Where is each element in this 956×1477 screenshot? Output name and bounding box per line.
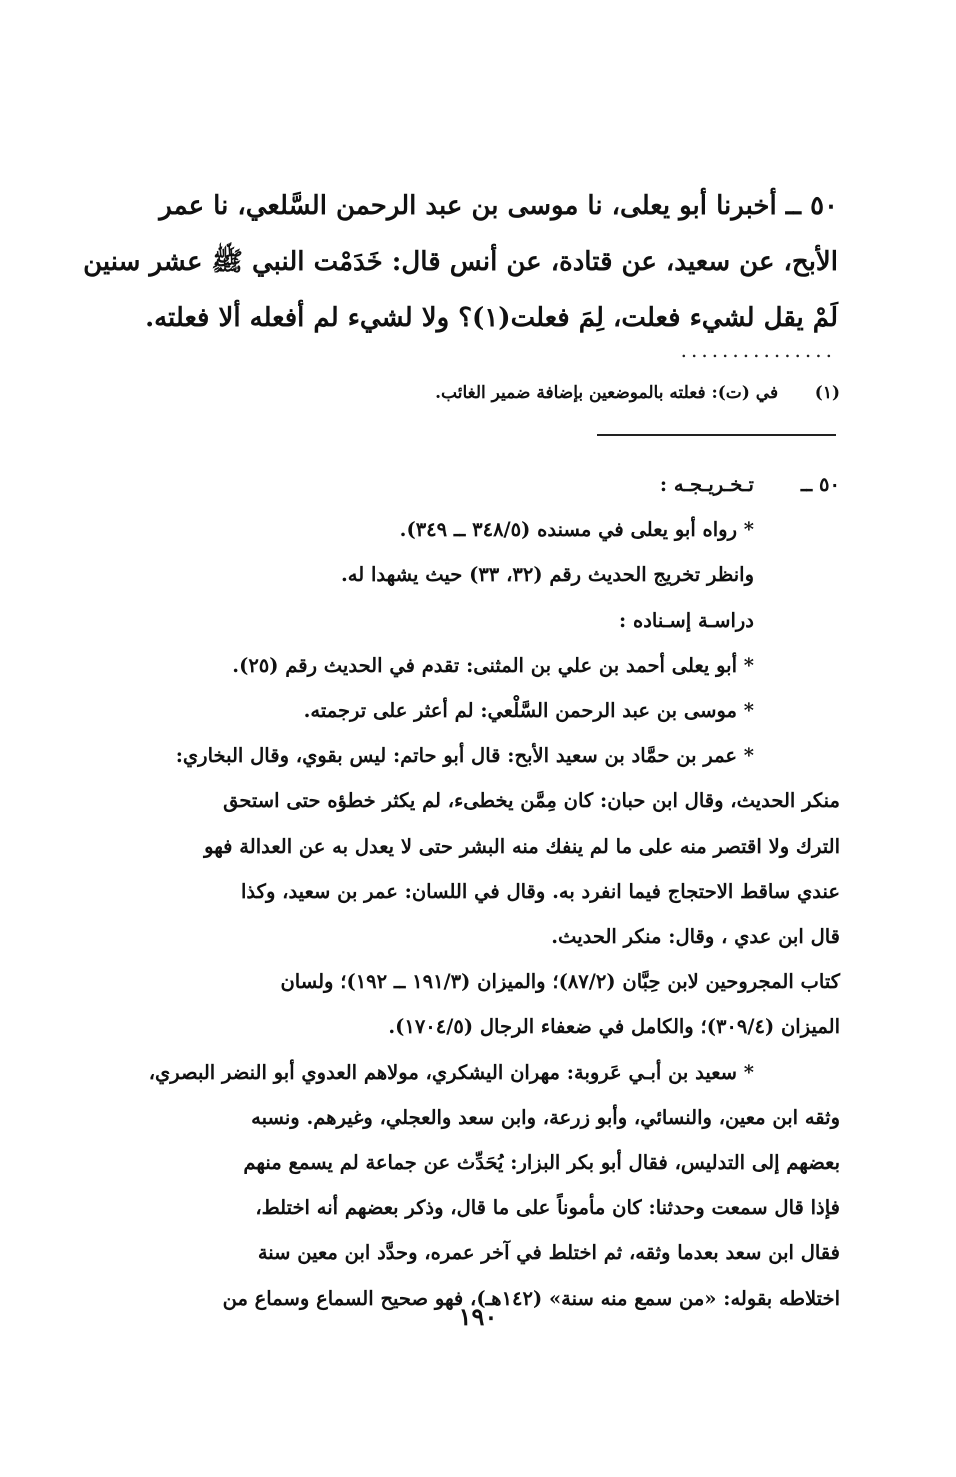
takhrij-line: * رواه أبو يعلى في مسنده (٣٤٨/٥ ــ ٣٤٩). bbox=[399, 518, 754, 542]
hadith-line: ٥٠ ــ أخبرنا أبو يعلى، نا موسى بن عبد الرحمن السَّلعي، نا عمر bbox=[159, 191, 838, 221]
paragraph-line: قال ابن عدي ، وقال: منكر الحديث. bbox=[551, 925, 840, 949]
dotted-separator: ............... bbox=[680, 338, 836, 362]
hadith-line: الأبح، عن سعيد، عن قتادة، عن أنس قال: خَدَمْت النبي ﷺ عشر سنين bbox=[83, 247, 838, 277]
paragraph-line: كتاب المجروحين لابن حِبَّان (٨٧/٢)؛ والميزان (١٩١/٣ ــ ١٩٢)؛ ولسان bbox=[280, 970, 840, 994]
takhrij-title: تـخـريـجـه : bbox=[659, 473, 754, 496]
dirasa-line: * أبو يعلى أحمد بن علي بن المثنى: تقدم في الحديث رقم (٢٥). bbox=[232, 653, 754, 677]
page-number: ١٩٠ bbox=[458, 1302, 498, 1331]
paragraph-line: اختلاطه بقوله: «من سمع منه سنة» (١٤٢هـ)، فهو صحيح السماع وسماع من bbox=[222, 1286, 840, 1310]
footnote-text: في (ت): فعلته بالموضعين بإضافة ضمير الغائب. bbox=[435, 383, 779, 403]
paragraph-line: * سعيد بن أبـي عَروبة: مهران اليشكري، مولاهم العدوي أبو النضر البصري، bbox=[148, 1060, 754, 1084]
paragraph-line: الترك ولا اقتصر منه على ما لم ينفك منه البشر حتى لا يعدل به عن العدالة فهو bbox=[204, 834, 840, 858]
footnote-number: (١) bbox=[814, 383, 840, 403]
paragraph-line: الميزان (٣٠٩/٤)؛ والكامل في ضعفاء الرجال (١٧٠٤/٥). bbox=[388, 1015, 840, 1039]
footnote bbox=[200, 378, 840, 408]
paragraph-line: * عمر بن حمَّاد بن سعيد الأبح: قال أبو حاتم: ليس بقوي، وقال البخاري: bbox=[175, 744, 754, 768]
paragraph-line: وثقه ابن معين، والنسائي، وأبو زرعة، وابن سعد والعجلي، وغيرهم. ونسبه bbox=[251, 1105, 840, 1129]
takhrij-line: وانظر تخريج الحديث رقم (٣٢، ٣٣) حيث يشهدا له. bbox=[340, 563, 754, 587]
footnote-rule bbox=[597, 434, 836, 436]
paragraph-line: عندي ساقط الاحتجاج فيما انفرد به. وقال في اللسان: عمر بن سعيد، وكذا bbox=[241, 879, 840, 903]
hadith-text bbox=[80, 178, 838, 346]
dirasa-title: دراسـة إسـناده : bbox=[619, 608, 754, 632]
paragraph-line: فقال ابن سعد بعدما وثقه، ثم اختلط في آخر عمره، وحدَّد ابن معين سنة bbox=[257, 1241, 840, 1265]
takhrij-heading bbox=[84, 462, 840, 507]
hadith-line: لَمْ يقل لشيء فعلت، لِمَ فعلت(١)؟ ولا لشيء لم أفعله ألا فعلته. bbox=[145, 303, 838, 333]
commentary bbox=[84, 462, 840, 1321]
paragraph-line: فإذا قال سمعت وحدثنا: كان مأموناً على ما قال، وذكر بعضهم أنه اختلط، bbox=[255, 1196, 840, 1220]
dirasa-line: * موسى بن عبد الرحمن السَّلْعي: لم أعثر على ترجمته. bbox=[303, 699, 754, 723]
paragraph-line: بعضهم إلى التدليس، فقال أبو بكر البزار: يُحَدِّث عن جماعة لم يسمع منهم bbox=[243, 1151, 840, 1175]
takhrij-number: ٥٠ ــ bbox=[800, 473, 840, 496]
paragraph-line: منكر الحديث، وقال ابن حبان: كان مِمَّن يخطىء، لم يكثر خطؤه حتى استحق bbox=[223, 789, 840, 813]
